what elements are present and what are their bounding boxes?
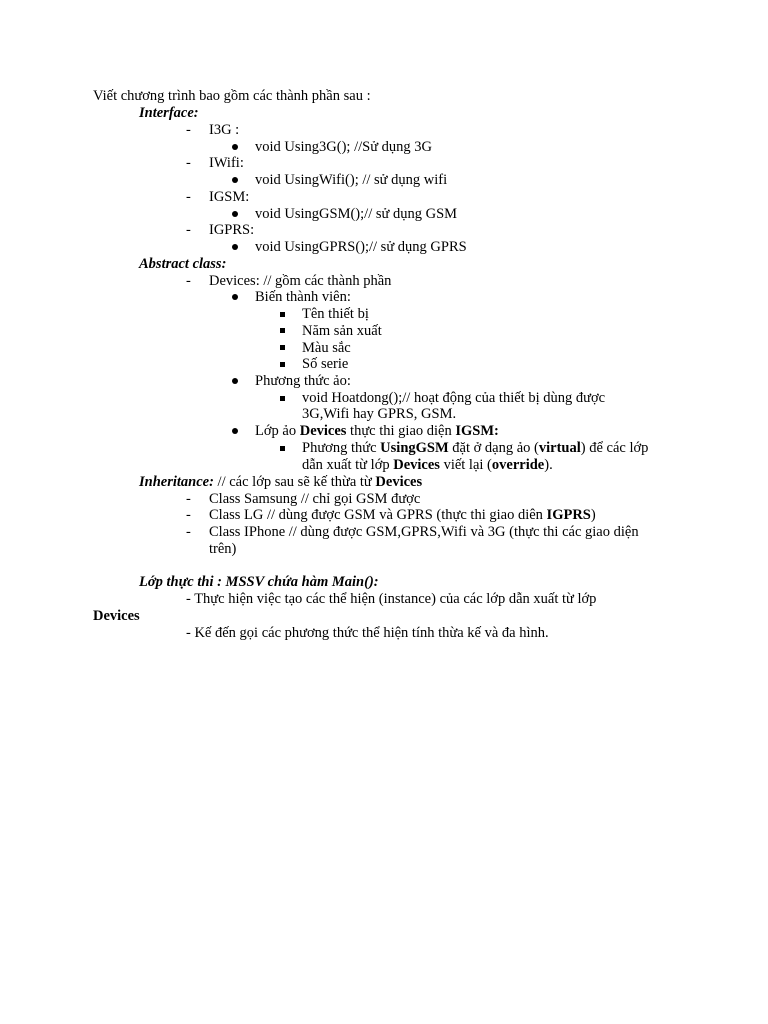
main-step-2: - Kế đến gọi các phương thức thể hiện tính thừa kế và đa hình. — [186, 625, 549, 641]
interface-name: I3G : — [209, 122, 240, 138]
bullet-icon — [232, 211, 238, 217]
class-item: Class IPhone // dùng được GSM,GPRS,Wifi và 3G (thực thi các giao diện — [209, 524, 639, 540]
virtual-method-line2: 3G,Wifi hay GPRS, GSM. — [302, 406, 457, 422]
class-item: Class LG // dùng được GSM và GPRS (thực thi giao diên IGPRS) — [209, 507, 596, 523]
class-item-cont: trên) — [209, 541, 237, 557]
square-bullet-icon — [280, 345, 285, 350]
inheritance-line: Inheritance: // các lớp sau sẽ kế thừa từ Devices — [139, 474, 423, 490]
main-step-1: - Thực hiện việc tạo các thể hiện (instance) của các lớp dẫn xuất từ lớp — [186, 591, 597, 607]
abstract-detail-line2: dẫn xuất từ lớp Devices viết lại (override). — [302, 457, 553, 473]
dash-marker: - — [186, 222, 191, 238]
bullet-icon — [232, 378, 238, 384]
interface-heading: Interface: — [139, 105, 199, 121]
members-label: Biến thành viên: — [255, 289, 351, 305]
class-item: Class Samsung // chỉ gọi GSM được — [209, 491, 421, 507]
bullet-icon — [232, 177, 238, 183]
abstract-heading: Abstract class: — [139, 256, 227, 272]
bullet-icon — [232, 244, 238, 250]
dash-marker: - — [186, 155, 191, 171]
abstract-class-label: Lớp ảo Devices thực thi giao diện IGSM: — [255, 423, 499, 439]
interface-method: void Using3G(); //Sử dụng 3G — [255, 139, 433, 155]
bullet-icon — [232, 294, 238, 300]
devices-line: Devices: // gồm các thành phần — [209, 273, 392, 289]
interface-name: IGSM: — [209, 189, 250, 205]
square-bullet-icon — [280, 446, 285, 451]
square-bullet-icon — [280, 312, 285, 317]
square-bullet-icon — [280, 396, 285, 401]
member-item: Năm sản xuất — [302, 323, 382, 339]
bullet-icon — [232, 428, 238, 434]
virtual-label: Phương thức ảo: — [255, 373, 351, 389]
virtual-method-line1: void Hoatdong();// hoạt động của thiết bị dùng được — [302, 390, 606, 406]
intro-text: Viết chương trình bao gồm các thành phần sau : — [93, 88, 371, 104]
interface-name: IWifi: — [209, 155, 244, 171]
square-bullet-icon — [280, 362, 285, 367]
dash-marker: - — [186, 507, 191, 523]
bullet-icon — [232, 144, 238, 150]
member-item: Số serie — [302, 356, 349, 372]
interface-method: void UsingGSM();// sử dụng GSM — [255, 206, 458, 222]
dash-marker: - — [186, 491, 191, 507]
interface-method: void UsingWifi(); // sử dụng wifi — [255, 172, 448, 188]
square-bullet-icon — [280, 328, 285, 333]
dash-marker: - — [186, 189, 191, 205]
dash-marker: - — [186, 122, 191, 138]
interface-name: IGPRS: — [209, 222, 255, 238]
dash-marker: - — [186, 524, 191, 540]
interface-method: void UsingGPRS();// sử dụng GPRS — [255, 239, 467, 255]
member-item: Tên thiết bị — [302, 306, 369, 322]
main-class-heading: Lớp thực thi : MSSV chứa hàm Main(): — [139, 574, 379, 590]
dash-marker: - — [186, 273, 191, 289]
abstract-detail-line1: Phương thức UsingGSM đặt ở dạng ảo (virtual) để các lớp — [302, 440, 649, 456]
main-step-1-cont: Devices — [93, 608, 140, 624]
member-item: Màu sắc — [302, 340, 351, 356]
